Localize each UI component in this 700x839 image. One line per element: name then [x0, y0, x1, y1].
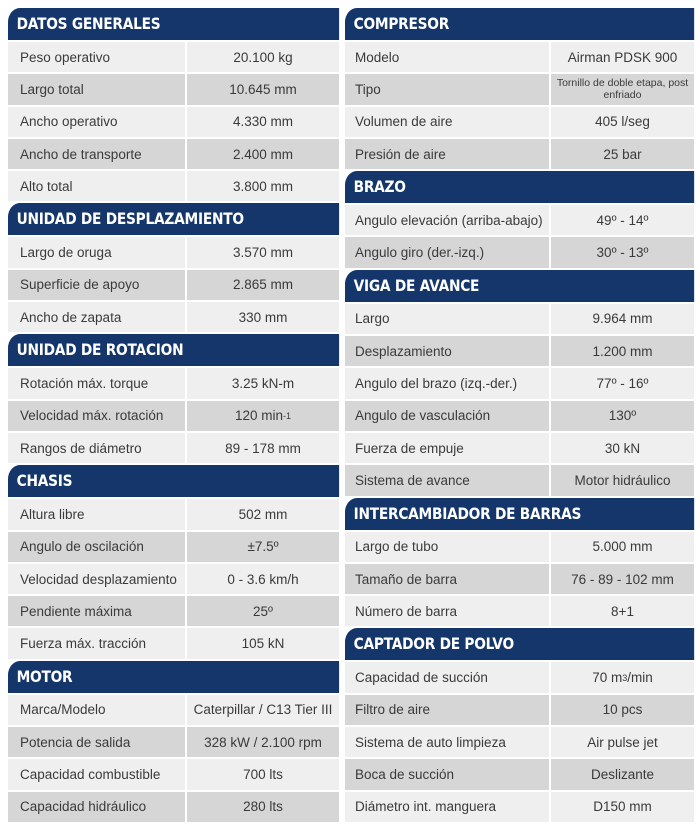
- spec-value: 30 kN: [551, 433, 694, 463]
- spec-label: Filtro de aire: [345, 695, 549, 725]
- spec-row: [8, 564, 339, 594]
- section-title: VIGA DE AVANCE: [345, 270, 694, 302]
- spec-label: Capacidad combustible: [8, 759, 185, 789]
- spec-label: Número de barra: [345, 596, 549, 626]
- spec-value: 9.964 mm: [551, 304, 694, 334]
- spec-value: Caterpillar / C13 Tier III: [187, 695, 339, 725]
- spec-row: [345, 336, 694, 366]
- spec-label: Sistema de auto limpieza: [345, 727, 549, 757]
- section-motor: [8, 661, 339, 822]
- spec-value: D150 mm: [551, 792, 694, 822]
- spec-label: Alto total: [8, 171, 185, 201]
- spec-value: Air pulse jet: [551, 727, 694, 757]
- spec-label: Boca de succión: [345, 759, 549, 789]
- right-column: [345, 8, 694, 824]
- spec-value: Motor hidráulico: [551, 465, 694, 495]
- spec-row: [8, 237, 339, 267]
- section-title: INTERCAMBIADOR DE BARRAS: [345, 498, 694, 530]
- spec-value: 502 mm: [187, 499, 339, 529]
- spec-label: Largo: [345, 304, 549, 334]
- spec-row: [345, 532, 694, 562]
- section-chasis: [8, 465, 339, 658]
- spec-row: [8, 695, 339, 725]
- section-title: UNIDAD DE ROTACION: [8, 334, 339, 366]
- spec-value: 2.400 mm: [187, 139, 339, 169]
- spec-value: 0 - 3.6 km/h: [187, 564, 339, 594]
- section-datos-generales: [8, 8, 339, 201]
- spec-row: [345, 564, 694, 594]
- section-title: UNIDAD DE DESPLAZAMIENTO: [8, 203, 339, 235]
- spec-value: 328 kW / 2.100 rpm: [187, 727, 339, 757]
- spec-label: Capacidad hidráulico: [8, 792, 185, 822]
- spec-value: 20.100 kg: [187, 42, 339, 72]
- spec-label: Fuerza de empuje: [345, 433, 549, 463]
- left-column: [8, 8, 339, 824]
- spec-label: Volumen de aire: [345, 107, 549, 137]
- spec-value: 4.330 mm: [187, 107, 339, 137]
- spec-label: Fuerza máx. tracción: [8, 628, 185, 658]
- spec-label: Capacidad de succión: [345, 662, 549, 692]
- spec-value: 2.865 mm: [187, 270, 339, 300]
- spec-label: Angulo elevación (arriba-abajo): [345, 205, 549, 235]
- spec-value-text: 120 min: [234, 408, 283, 424]
- spec-row: [8, 628, 339, 658]
- spec-value: 105 kN: [187, 628, 339, 658]
- spec-label: Sistema de avance: [345, 465, 549, 495]
- spec-value: 330 mm: [187, 302, 339, 332]
- spec-row: [8, 270, 339, 300]
- spec-row: [8, 596, 339, 626]
- spec-row: [8, 433, 339, 463]
- section-viga-de-avance: [345, 270, 694, 496]
- spec-row: [345, 465, 694, 495]
- section-compresor: [345, 8, 694, 169]
- spec-label: Ancho de transporte: [8, 139, 185, 169]
- section-brazo: [345, 171, 694, 268]
- spec-label: Tipo: [345, 74, 549, 104]
- spec-row: [345, 74, 694, 104]
- spec-label: Angulo de oscilación: [8, 532, 185, 562]
- spec-value: 1.200 mm: [551, 336, 694, 366]
- spec-row: [8, 42, 339, 72]
- spec-row: [8, 759, 339, 789]
- spec-row: [345, 695, 694, 725]
- spec-label: Largo de oruga: [8, 237, 185, 267]
- spec-value: 10 pcs: [551, 695, 694, 725]
- spec-value: 130º: [551, 401, 694, 431]
- spec-value: 8+1: [551, 596, 694, 626]
- spec-row: [345, 759, 694, 789]
- spec-value: 10.645 mm: [187, 74, 339, 104]
- section-title: CAPTADOR DE POLVO: [345, 628, 694, 660]
- spec-row: [8, 74, 339, 104]
- spec-label: Presión de aire: [345, 139, 549, 169]
- spec-label: Diámetro int. manguera: [345, 792, 549, 822]
- spec-value: 77º - 16º: [551, 368, 694, 398]
- spec-row: [345, 662, 694, 692]
- spec-value-suffix: /min: [627, 670, 653, 686]
- spec-label: Modelo: [345, 42, 549, 72]
- spec-label: Marca/Modelo: [8, 695, 185, 725]
- spec-value: 25º: [187, 596, 339, 626]
- spec-row: [8, 792, 339, 822]
- spec-row: [345, 107, 694, 137]
- section-intercambiador-de-barras: [345, 498, 694, 627]
- spec-row: [8, 499, 339, 529]
- spec-row: [345, 433, 694, 463]
- spec-label: Velocidad máx. rotación: [8, 401, 185, 431]
- spec-label: Ancho operativo: [8, 107, 185, 137]
- spec-row: [8, 532, 339, 562]
- spec-value: 120 min -1: [187, 401, 339, 431]
- spec-value: 700 lts: [187, 759, 339, 789]
- spec-row: [345, 792, 694, 822]
- spec-row: [345, 304, 694, 334]
- spec-label: Altura libre: [8, 499, 185, 529]
- spec-value: 3.570 mm: [187, 237, 339, 267]
- section-title: BRAZO: [345, 171, 694, 203]
- spec-label: Velocidad desplazamiento: [8, 564, 185, 594]
- spec-row: [345, 727, 694, 757]
- spec-row: [8, 139, 339, 169]
- spec-row: [345, 42, 694, 72]
- spec-value: 30º - 13º: [551, 237, 694, 267]
- spec-value: 3.800 mm: [187, 171, 339, 201]
- spec-label: Rangos de diámetro: [8, 433, 185, 463]
- spec-label: Angulo de vasculación: [345, 401, 549, 431]
- spec-label: Desplazamiento: [345, 336, 549, 366]
- spec-value: 3.25 kN-m: [187, 368, 339, 398]
- spec-row: [8, 171, 339, 201]
- spec-row: [8, 107, 339, 137]
- spec-row: [345, 237, 694, 267]
- spec-row: [8, 368, 339, 398]
- spec-label: Tamaño de barra: [345, 564, 549, 594]
- spec-value: 5.000 mm: [551, 532, 694, 562]
- spec-value: 70 m 3 /min: [551, 662, 694, 692]
- spec-value: Airman PDSK 900: [551, 42, 694, 72]
- section-captador-de-polvo: [345, 628, 694, 821]
- spec-value: ±7.5º: [187, 532, 339, 562]
- spec-row: [345, 205, 694, 235]
- spec-label: Ancho de zapata: [8, 302, 185, 332]
- spec-row: [345, 401, 694, 431]
- spec-value: 89 - 178 mm: [187, 433, 339, 463]
- spec-label: Pendiente máxima: [8, 596, 185, 626]
- spec-label: Potencia de salida: [8, 727, 185, 757]
- spec-label: Largo de tubo: [345, 532, 549, 562]
- spec-label: Rotación máx. torque: [8, 368, 185, 398]
- spec-row: [345, 139, 694, 169]
- section-unidad-de-rotacion: [8, 334, 339, 463]
- section-title: COMPRESOR: [345, 8, 694, 40]
- spec-value-text: 70 m: [592, 670, 623, 686]
- spec-value: 49º - 14º: [551, 205, 694, 235]
- spec-value: 405 l/seg: [551, 107, 694, 137]
- spec-label: Superficie de apoyo: [8, 270, 185, 300]
- spec-label: Peso operativo: [8, 42, 185, 72]
- section-title: CHASIS: [8, 465, 339, 497]
- spec-row: [8, 302, 339, 332]
- section-title: MOTOR: [8, 661, 339, 693]
- spec-value: 76 - 89 - 102 mm: [551, 564, 694, 594]
- spec-row: [345, 596, 694, 626]
- spec-row: [345, 368, 694, 398]
- section-title: DATOS GENERALES: [8, 8, 339, 40]
- spec-label: Angulo giro (der.-izq.): [345, 237, 549, 267]
- spec-label: Largo total: [8, 74, 185, 104]
- spec-row: [8, 401, 339, 431]
- spec-value: 280 lts: [187, 792, 339, 822]
- spec-value: Tornillo de doble etapa, post enfriado: [551, 74, 694, 104]
- spec-label: Angulo del brazo (izq.-der.): [345, 368, 549, 398]
- spec-value: 25 bar: [551, 139, 694, 169]
- spec-value: Deslizante: [551, 759, 694, 789]
- spec-row: [8, 727, 339, 757]
- section-unidad-de-desplazamiento: [8, 203, 339, 332]
